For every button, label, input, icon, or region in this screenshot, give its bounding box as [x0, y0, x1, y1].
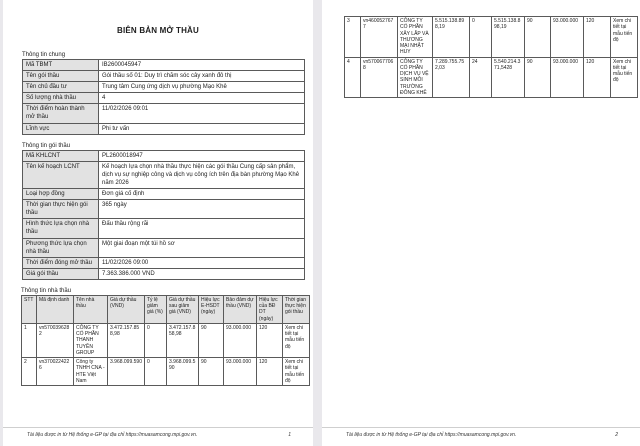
col-header-hieu-luc-ehsdt: Hiệu lực E-HSDT (ngày) [199, 295, 224, 323]
cell-ty-le-giam-gia: 0 [470, 17, 492, 58]
field-label: Tên chủ đầu tư [23, 82, 99, 93]
field-value: IB2600045947 [99, 60, 305, 71]
cell-gia-du-thau: 5.515.138.898,19 [433, 17, 470, 58]
field-label: Loại hợp đồng [23, 189, 99, 200]
cell-thoi-gian: Xem chi tiết tại mẫu tiến độ [283, 323, 310, 357]
table-row [23, 200, 305, 219]
table-row [23, 93, 305, 104]
field-value: 7.363.386.000 VND [99, 268, 305, 279]
table-row [23, 150, 305, 161]
cell-ten-nha-thau: CÔNG TY CỔ PHẦN THANH TUYỀN GROUP [74, 323, 108, 357]
field-value: Đấu thầu rộng rãi [99, 219, 305, 238]
table-header-row [22, 295, 310, 323]
cell-ty-le-giam-gia: 24 [470, 57, 492, 98]
col-header-bao-dam: Bảo đảm dự thầu (VND) [224, 295, 257, 323]
general-info-table [22, 59, 305, 135]
footer-text: Tài liệu được in từ Hệ thống e-GP tại địa chỉ https://muasamcong.mpi.gov.vn. [27, 432, 198, 438]
contractors-table-page2 [344, 16, 638, 98]
cell-hieu-luc-ehsdt: 90 [525, 57, 551, 98]
table-row [23, 219, 305, 238]
field-value: 4 [99, 93, 305, 104]
col-header-thoi-gian: Thời gian thực hiện gói thầu [283, 295, 310, 323]
cell-hieu-luc-ehsdt: 90 [199, 358, 224, 386]
cell-ten-nha-thau: CÔNG TY CỔ PHẦN XÂY LẮP VÀ THƯƠNG MẠI NHẬT HUY [398, 17, 433, 58]
page-title: BIÊN BẢN MỞ THẦU [116, 26, 200, 35]
cell-thoi-gian: Xem chi tiết tại mẫu tiến độ [611, 17, 638, 58]
col-header-stt: STT [22, 295, 37, 323]
cell-ten-nha-thau: CÔNG TY CỔ PHẦN DỊCH VỤ VỆ SINH MÔI TRƯỜNG ĐÔNG KHÊ [398, 57, 433, 98]
cell-gia-sau-giam: 5.540.214.371,5428 [492, 57, 525, 98]
cell-stt: 3 [345, 17, 361, 58]
table-row [23, 60, 305, 71]
cell-stt: 1 [22, 323, 37, 357]
field-value: Gói thầu số 01: Duy trì chăm sóc cây xanh đô thị [99, 71, 305, 82]
field-value: 11/02/2026 09:00 [99, 257, 305, 268]
cell-bao-dam: 93.000.000 [224, 323, 257, 357]
cell-ty-le-giam-gia: 0 [145, 358, 167, 386]
cell-bao-dam: 93.000.000 [551, 57, 584, 98]
field-label: Số lượng nhà thầu [23, 93, 99, 104]
field-value: 11/02/2026 09:01 [99, 104, 305, 123]
table-row [23, 257, 305, 268]
section-label-package-info: Thông tin gói thầu [22, 142, 71, 149]
col-header-ty-le-giam-gia: Tỷ lệ giảm giá (%) [145, 295, 167, 323]
left-gutter [0, 0, 3, 446]
field-value: Một giai đoạn một túi hồ sơ [99, 238, 305, 257]
table-row [23, 189, 305, 200]
page1-footer [3, 427, 313, 438]
table-row [23, 82, 305, 93]
cell-stt: 2 [22, 358, 37, 386]
field-label: Mã TBMT [23, 60, 99, 71]
table-row [23, 71, 305, 82]
field-label: Tên kế hoạch LCNT [23, 161, 99, 188]
cell-hieu-luc-bddt: 120 [584, 57, 611, 98]
page-gap [313, 0, 322, 446]
col-header-gia-du-thau: Giá dự thầu (VND) [108, 295, 145, 323]
field-label: Thời điểm hoàn thành mở thầu [23, 104, 99, 123]
field-value: Kế hoạch lựa chọn nhà thầu thực hiện các gói thầu Cung cấp sản phẩm, dịch vụ sự nghiệp công và dịch vụ công ích trên địa bàn phường Mạo Khê năm 2026 [99, 161, 305, 188]
cell-ty-le-giam-gia: 0 [145, 323, 167, 357]
cell-thoi-gian: Xem chi tiết tại mẫu tiến độ [611, 57, 638, 98]
cell-ten-nha-thau: Công ty TNHH CNA - HTE Việt Nam [74, 358, 108, 386]
section-label-contractors: Thông tin nhà thầu [21, 287, 72, 294]
contractor-row [345, 57, 638, 98]
document-page-1 [3, 0, 313, 446]
cell-gia-du-thau: 3.472.157.858,98 [108, 323, 145, 357]
field-label: Thời gian thực hiện gói thầu [23, 200, 99, 219]
section-label-general-info: Thông tin chung [22, 52, 66, 58]
page2-footer [322, 427, 640, 438]
footer-text: Tài liệu được in từ Hệ thống e-GP tại địa chỉ https://muasamcong.mpi.gov.vn. [346, 432, 517, 438]
table-row [23, 123, 305, 134]
field-label: Tên gói thầu [23, 71, 99, 82]
field-value: 365 ngày [99, 200, 305, 219]
cell-bao-dam: 93.000.000 [551, 17, 584, 58]
field-value: PL2600018947 [99, 150, 305, 161]
document-page-2 [322, 0, 640, 446]
cell-gia-sau-giam: 3.472.157.858,98 [167, 323, 199, 357]
field-label: Giá gói thầu [23, 268, 99, 279]
section-contractors [22, 288, 306, 294]
field-label: Hình thức lựa chọn nhà thầu [23, 219, 99, 238]
cell-hieu-luc-ehsdt: 90 [199, 323, 224, 357]
cell-gia-du-thau: 7.289.755.752,03 [433, 57, 470, 98]
field-label: Mã KHLCNT [23, 150, 99, 161]
cell-ma-dinh-danh: vn4600527677 [361, 17, 398, 58]
cell-ma-dinh-danh: vn5700396282 [37, 323, 74, 357]
table-row [23, 161, 305, 188]
col-header-gia-sau-giam: Giá dự thầu sau giảm giá (VND) [167, 295, 199, 323]
field-value: Phi tư vấn [99, 123, 305, 134]
cell-hieu-luc-bddt: 120 [584, 17, 611, 58]
cell-stt: 4 [345, 57, 361, 98]
cell-hieu-luc-bddt: 120 [257, 323, 283, 357]
page-number: 1 [288, 432, 291, 438]
table-row [23, 238, 305, 257]
field-value: Trung tâm Cung ứng dịch vụ phường Mạo Khê [99, 82, 305, 93]
cell-thoi-gian: Xem chi tiết tại mẫu tiến độ [283, 358, 310, 386]
cell-ma-dinh-danh: vn5700677068 [361, 57, 398, 98]
field-value: Đơn giá cố định [99, 189, 305, 200]
package-info-table [22, 150, 305, 280]
cell-hieu-luc-bddt: 120 [257, 358, 283, 386]
page-number: 2 [615, 432, 618, 438]
col-header-ma-dinh-danh: Mã định danh [37, 295, 74, 323]
field-label: Lĩnh vực [23, 123, 99, 134]
table-row [23, 104, 305, 123]
contractor-row [22, 323, 310, 357]
section-general-info [22, 52, 306, 135]
cell-gia-du-thau: 3.968.099.590 [108, 358, 145, 386]
cell-gia-sau-giam: 5.515.138.898,19 [492, 17, 525, 58]
section-package-info [22, 143, 306, 280]
field-label: Phương thức lựa chọn nhà thầu [23, 238, 99, 257]
cell-hieu-luc-ehsdt: 90 [525, 17, 551, 58]
col-header-hieu-luc-bddt: Hiệu lực của BĐ DT (ngày) [257, 295, 283, 323]
cell-bao-dam: 93.000.000 [224, 358, 257, 386]
contractors-table-page1 [21, 295, 310, 386]
contractor-row [345, 17, 638, 58]
cell-ma-dinh-danh: vn3700224226 [37, 358, 74, 386]
field-label: Thời điểm đóng mở thầu [23, 257, 99, 268]
col-header-ten-nha-thau: Tên nhà thầu [74, 295, 108, 323]
cell-gia-sau-giam: 3.968.099.590 [167, 358, 199, 386]
table-row [23, 268, 305, 279]
contractor-row [22, 358, 310, 386]
